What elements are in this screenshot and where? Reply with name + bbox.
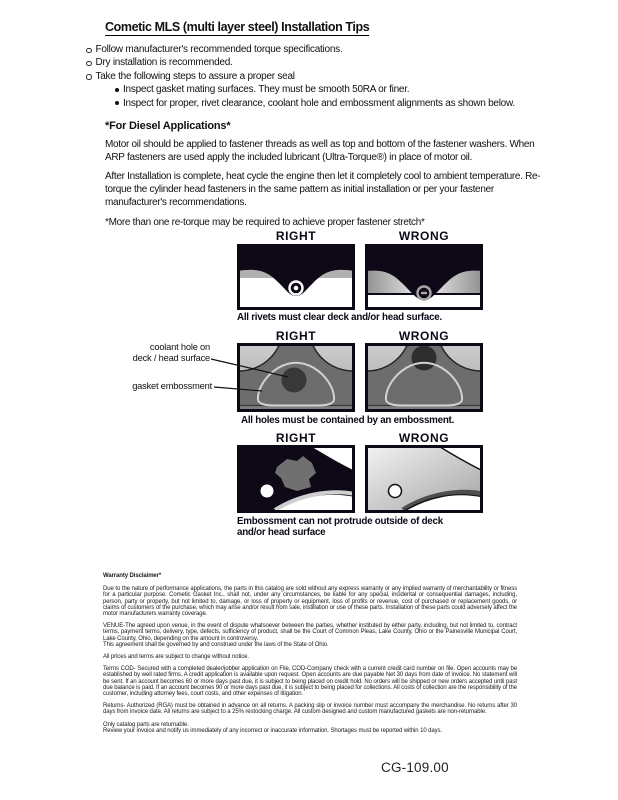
bullet-text: Inspect for proper, rivet clearance, coolant hole and embossment alignments as shown below. [123,97,515,109]
bullet-item [86,56,546,69]
row1-right-label: RIGHT [275,229,317,243]
coolant-hole [412,346,437,371]
bullet-item [86,43,546,56]
row1-caption: All rivets must clear deck and/or head surface. [237,312,442,323]
rivet-clearance-right-diagram [237,244,355,310]
diesel-paragraph-2: After Installation is complete, heat cycle the engine then let it completely cool to ambient temperature. Re-torque the cylinder head fasteners in the same pattern as initial installation or per your fastener manufacturer's recommendations. [105,171,541,209]
bullet-text: Inspect gasket mating surfaces. They must be smooth 50RA or finer. [123,84,410,96]
diesel-section-heading: *For Diesel Applications* [105,120,231,133]
bullet-item [115,97,546,110]
bullet-item [86,70,546,83]
open-bullet-icon [86,74,92,80]
row3-caption: Embossment can not protrude outside of deck and/or head surface [237,516,443,538]
row3-wrong-label: WRONG [398,431,450,445]
disclaimer-governing-law: This agreement shall be governed by and construed under the laws of the State of Ohio. [103,641,329,648]
rivet-clearance-wrong-diagram [365,244,483,310]
row1-wrong-label: WRONG [398,229,450,243]
disclaimer-prices-line: All prices and terms are subject to change without notice. [103,654,249,661]
filled-bullet-icon [115,101,119,105]
page-title: Cometic MLS (multi layer steel) Installation Tips [105,20,370,34]
row3-right-label: RIGHT [275,431,317,445]
warranty-disclaimer-section [103,573,517,734]
bolt-hole [261,485,274,498]
disclaimer-heading: Warranty Disclaimer* [103,573,162,579]
row2-right-label: RIGHT [275,329,317,343]
disclaimer-venue-paragraph: VENUE-The agreed upon venue, in the event of dispute whatsoever between the parties, whether instituted by either party, including, but not limited to, contract terms, payment terms, delivery, type, defects, sufficiency of product, shall be the Court of Common Pleas, Lake County, Ohio or the Painesville Municipal Court, Lake County, Ohio, depending on the amount in controversy. [103,623,517,642]
row2-wrong-label: WRONG [398,329,450,343]
disclaimer-warranty-paragraph: Due to the nature of performance applications, the parts in this catalog are sold without any express warranty or any implied warranty of merchantability or fitness for a particular purpose. Cometic Gasket Inc., shall not, under any circumstances, be liable for any special, incidental or consequential damages, including, person, party or property, but not limited to, damage, or loss of property or equipment, loss of profits or revenue, cost of purchased or replacement goods, or claims of customers of the purchase, which may arise and/or result from sale, instillation or use of these parts. Installation of these parts could adversely affect the motor manufacturers warranty coverage. [103,586,517,618]
coolant-hole [282,368,307,393]
disclaimer-returns-paragraph: Returns- Authorized (RGA) must be obtained in advance on all returns. A packing slip or invoice number must accompany the merchandise. No returns after 30 days from invoice date. All returns are subject to a 25% restocking charge. All custom designed and custom manufactured gaskets are non-returnable. [103,703,517,716]
embossment-protrusion-right-diagram [237,445,355,513]
bullet-text: Take the following steps to assure a proper seal [95,70,295,82]
retorque-note: *More than one re-torque may be required to achieve proper fastener stretch* [105,217,425,229]
diesel-paragraph-1: Motor oil should be applied to fastener threads as well as top and bottom of the fastener washers. When ARP fasteners are used apply the included lubricant (Ultra-Torque®) in place of motor oil. [105,139,535,164]
disclaimer-terms-paragraph: Terms COD- Secured with a completed dealer/jobber application on File, COD-Company check with a current credit card number on file. Open accounts may be established by well rated firms. A credit application is available upon request. Open accounts are due payable Net 30 days from date of invoice. No statement will be sent. If an account becomes 60 or more days past due, it is subject to being placed on credit hold. No orders will be shipped or new orders accepted until past due balance is paid. If an account becomes 90 or more days past due, it is subject to being placed for collections. All costs of collection are the responsibility of the customer, including attorney fees, court costs, and other expenses of litigation. [103,666,518,698]
embossment-containment-wrong-diagram [365,343,483,412]
bullet-text: Follow manufacturer's recommended torque specifications. [95,44,343,55]
disclaimer-catalog-line: Only catalog parts are returnable. [103,721,189,728]
disclaimer-review-line: Review your invoice and notify us immediately of any incorrect or inaccurate information. Shortages must be reported within 10 days. [103,727,442,734]
page-number: CG-109.00 [381,760,449,775]
bolt-hole [389,485,402,498]
filled-bullet-icon [115,88,119,92]
bullet-item [115,83,546,96]
bullet-text: Dry installation is recommended. [95,57,233,69]
install-tips-section [86,18,546,228]
gasket-embossment-annotation: gasket embossment [132,381,212,391]
row2-caption: All holes must be contained by an embossment. [241,415,455,426]
open-bullet-icon [86,61,92,67]
embossment-protrusion-wrong-diagram [365,445,483,513]
open-bullet-icon [86,48,92,54]
embossment-containment-right-diagram [237,343,355,412]
coolant-hole-annotation: coolant hole on deck / head surface [132,342,210,363]
